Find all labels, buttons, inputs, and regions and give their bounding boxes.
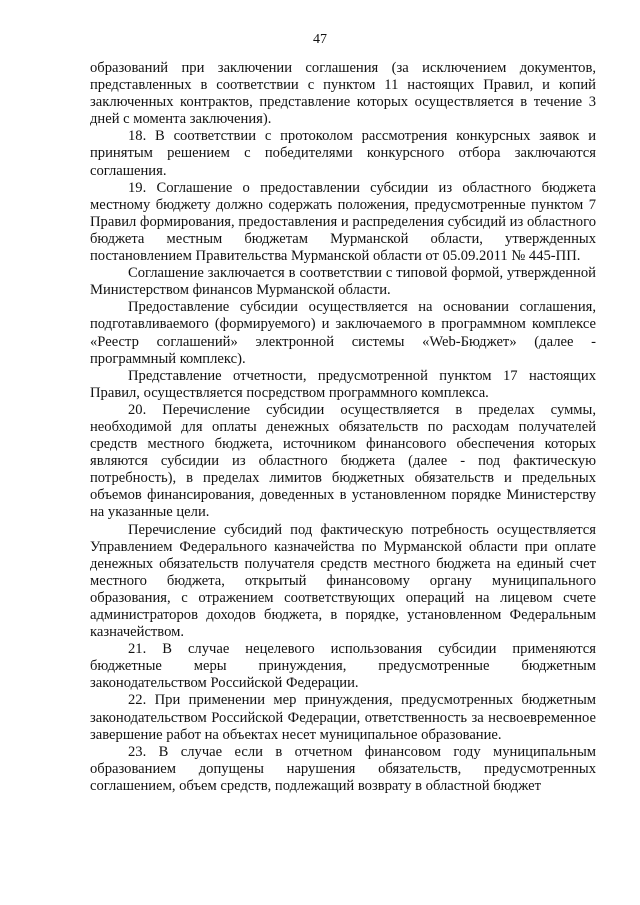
paragraph-22: 22. При применении мер принуждения, предусмотренных бюджетным законодательством Российской Федерации, ответственность за несвоевременное завершение работ на объектах несет муниципальное образование. xyxy=(90,692,596,743)
paragraph-23: 23. В случае если в отчетном финансовом году муниципальным образованием допущены нарушения обязательств, предусмотренных соглашением, объем средств, подлежащий возврату в областной бюджет xyxy=(90,743,596,794)
paragraph-transfer: Перечисление субсидий под фактическую потребность осуществляется Управлением Федерального казначейства по Мурманской области при оплате денежных обязательств получателя средств местного бюджета на единый счет местного бюджета, открытый финансовому органу муниципального образования, с отражением соответствующих операций на лицевом счете администраторов доходов бюджета, в порядке, установленном Федеральным казначейством. xyxy=(90,521,596,641)
paragraph-reporting: Представление отчетности, предусмотренной пунктом 17 настоящих Правил, осуществляется посредством программного комплекса. xyxy=(90,367,596,401)
paragraph-18: 18. В соответствии с протоколом рассмотрения конкурсных заявок и принятым решением с победителями конкурсного отбора заключаются соглашения. xyxy=(90,128,596,179)
page-number: 47 xyxy=(313,32,327,47)
paragraph-standard-form: Соглашение заключается в соответствии с типовой формой, утвержденной Министерством финансов Мурманской области. xyxy=(90,265,596,299)
paragraph-20: 20. Перечисление субсидии осуществляется в пределах суммы, необходимой для оплаты денежных обязательств по расходам получателей средств местного бюджета, источником финансового обеспечения которых являются субсидии из областного бюджета (далее - под фактическую потребность), в пределах лимитов бюджетных обязательств и предельных объемов финансирования, доведенных в установленном порядке Министерству на указанные цели. xyxy=(90,401,596,521)
paragraph-agreement-basis: Предоставление субсидии осуществляется на основании соглашения, подготавливаемого (формируемого) и заключаемого в программном комплексе «Реестр соглашений» электронной системы «Web-Бюджет» (далее - программный комплекс). xyxy=(90,299,596,367)
document-body xyxy=(90,60,596,795)
paragraph-continuation: образований при заключении соглашения (за исключением документов, представленных в соответствии с пунктом 11 настоящих Правил, и копий заключенных контрактов, представление которых осуществляется в течение 3 дней с момента заключения). xyxy=(90,60,596,128)
paragraph-21: 21. В случае нецелевого использования субсидии применяются бюджетные меры принуждения, предусмотренные бюджетным законодательством Российской Федерации. xyxy=(90,641,596,692)
paragraph-19: 19. Соглашение о предоставлении субсидии из областного бюджета местному бюджету должно содержать положения, предусмотренные пунктом 7 Правил формирования, предоставления и распределения субсидий из областного бюджета местным бюджетам Мурманской области, утвержденных постановлением Правительства Мурманской области от 05.09.2011 № 445-ПП. xyxy=(90,179,596,265)
